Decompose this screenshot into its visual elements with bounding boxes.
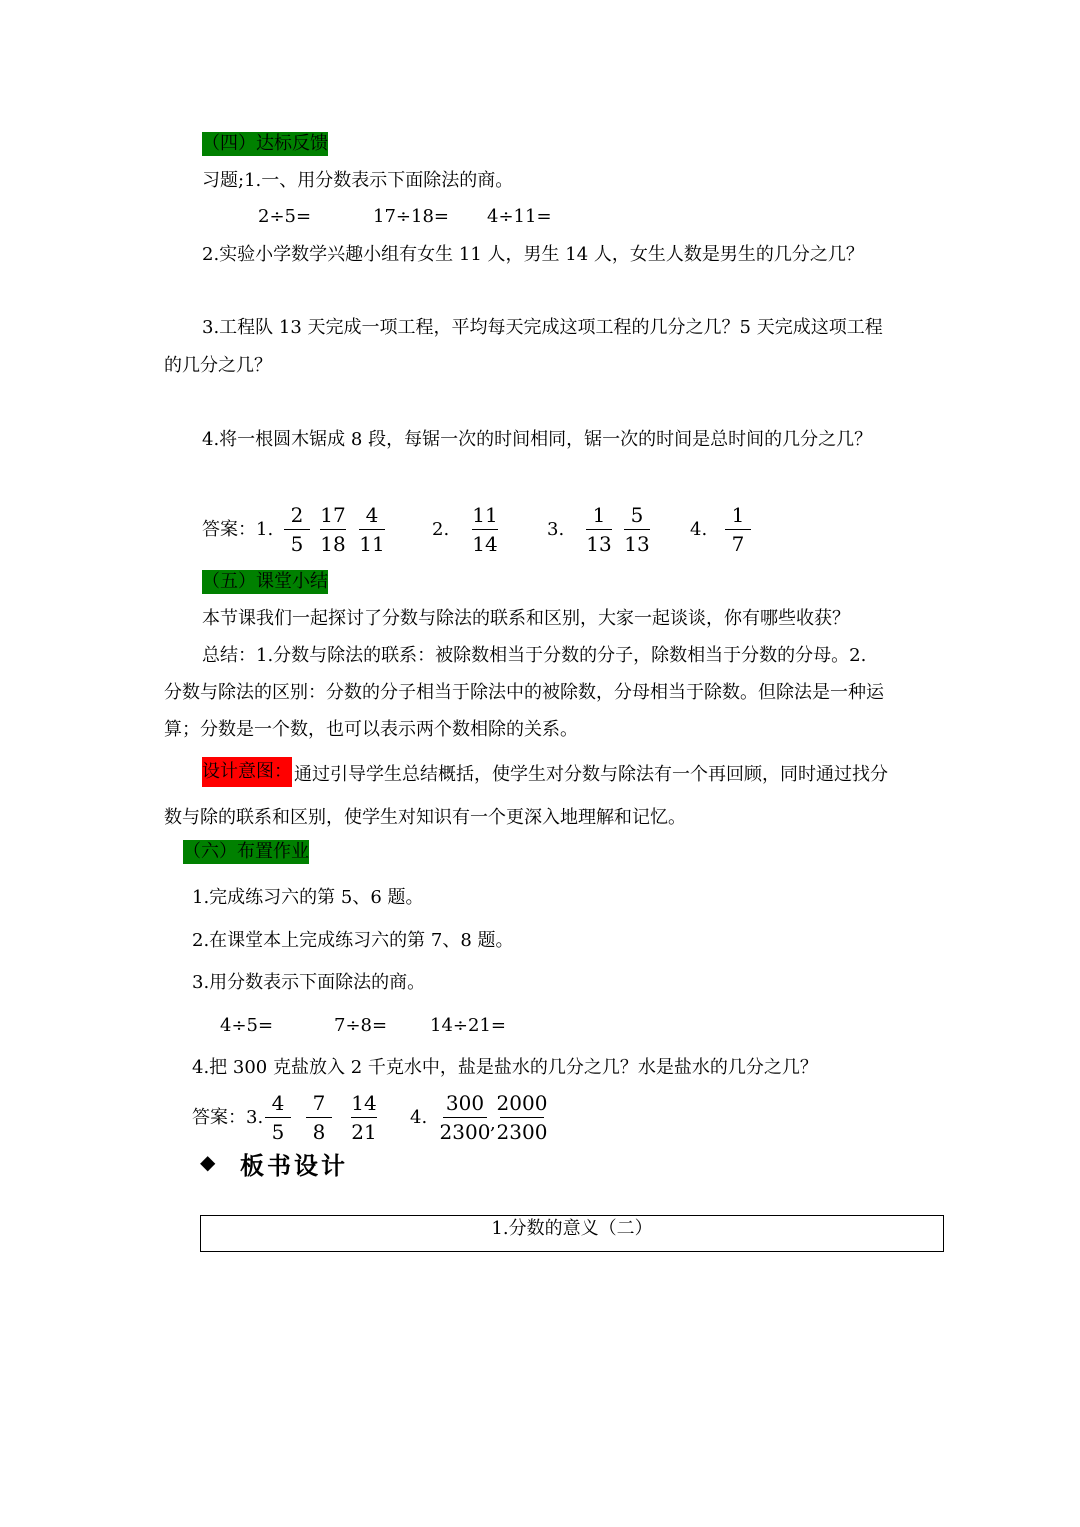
answer-label: 答案：3. [192, 1107, 264, 1128]
board-box-title: 1.分数的意义（二） [491, 1218, 653, 1239]
summary-line2: 分数与除法的区别：分数的分子相当于除法中的被除数，分母相当于除数。但除法是一种运 [164, 682, 884, 703]
design-intent-line1: 通过引导学生总结概括，使学生对分数与除法有一个再回顾，同时通过找分 [294, 764, 888, 785]
exercise-3-line1: 3.工程队 13 天完成一项工程，平均每天完成这项工程的几分之几？5 天完成这项工程 [202, 317, 883, 338]
division-item: 4÷11= [487, 206, 552, 227]
fraction: 4 5 [261, 1091, 295, 1146]
answer-number: 2. [432, 519, 450, 540]
fraction: 17 18 [320, 503, 346, 556]
design-intent-line2: 数与除的联系和区别，使学生对知识有一个更深入地理解和记忆。 [164, 807, 686, 828]
board-box [200, 1215, 944, 1252]
board-design-title: 板书设计 [240, 1152, 348, 1180]
exercise-2: 2.实验小学数学兴趣小组有女生 11 人，男生 14 人，女生人数是男生的几分之几？ [202, 244, 864, 265]
answer-number: 4. [690, 519, 708, 540]
division-item: 2÷5= [258, 206, 312, 227]
summary-line3: 算；分数是一个数，也可以表示两个数相除的关系。 [164, 719, 578, 740]
division-item: 17÷18= [373, 206, 449, 227]
division-item: 14÷21= [430, 1015, 506, 1036]
fraction: 7 8 [302, 1091, 336, 1146]
answer-label: 答案：1. [202, 519, 274, 540]
division-item: 4÷5= [220, 1015, 274, 1036]
section4-heading: （四）达标反馈 [202, 133, 328, 154]
section5-heading: （五）课堂小结 [202, 571, 328, 592]
fraction: 4 11 [359, 503, 385, 556]
fraction: 300 2300 [439, 1091, 491, 1144]
fraction: 11 14 [472, 503, 498, 556]
fraction: 2000 2300 [496, 1091, 548, 1144]
homework-3: 3.用分数表示下面除法的商。 [192, 972, 426, 993]
exercise-3-line2: 的几分之几？ [164, 355, 272, 376]
fraction: 5 13 [624, 503, 650, 556]
fraction: 14 21 [351, 1091, 377, 1144]
homework-2: 2.在课堂本上完成练习六的第 7、8 题。 [192, 930, 514, 951]
answer-number: 4. [410, 1107, 428, 1128]
exercise-4: 4.将一根圆木锯成 8 段，每锯一次的时间相同，锯一次的时间是总时间的几分之几？ [202, 429, 873, 450]
fraction: 1 7 [721, 503, 755, 558]
homework-4: 4.把 300 克盐放入 2 千克水中，盐是盐水的几分之几？水是盐水的几分之几？ [192, 1057, 818, 1078]
summary-line1: 总结：1.分数与除法的联系：被除数相当于分数的分子，除数相当于分数的分母。2. [202, 645, 867, 666]
homework-1: 1.完成练习六的第 5、6 题。 [192, 887, 424, 908]
answer-number: 3. [547, 519, 565, 540]
fraction: 1 13 [586, 503, 612, 556]
design-intent-label: 设计意图： [202, 757, 292, 787]
comma: , [490, 1113, 496, 1134]
section6-heading: （六）布置作业 [183, 841, 309, 862]
summary-intro: 本节课我们一起探讨了分数与除法的联系和区别，大家一起谈谈，你有哪些收获？ [202, 608, 850, 629]
fraction: 2 5 [280, 503, 314, 558]
diamond-bullet-icon: ◆ [200, 1150, 216, 1174]
division-item: 7÷8= [334, 1015, 388, 1036]
exercise-1-prompt: 习题;1.一、用分数表示下面除法的商。 [202, 170, 514, 191]
